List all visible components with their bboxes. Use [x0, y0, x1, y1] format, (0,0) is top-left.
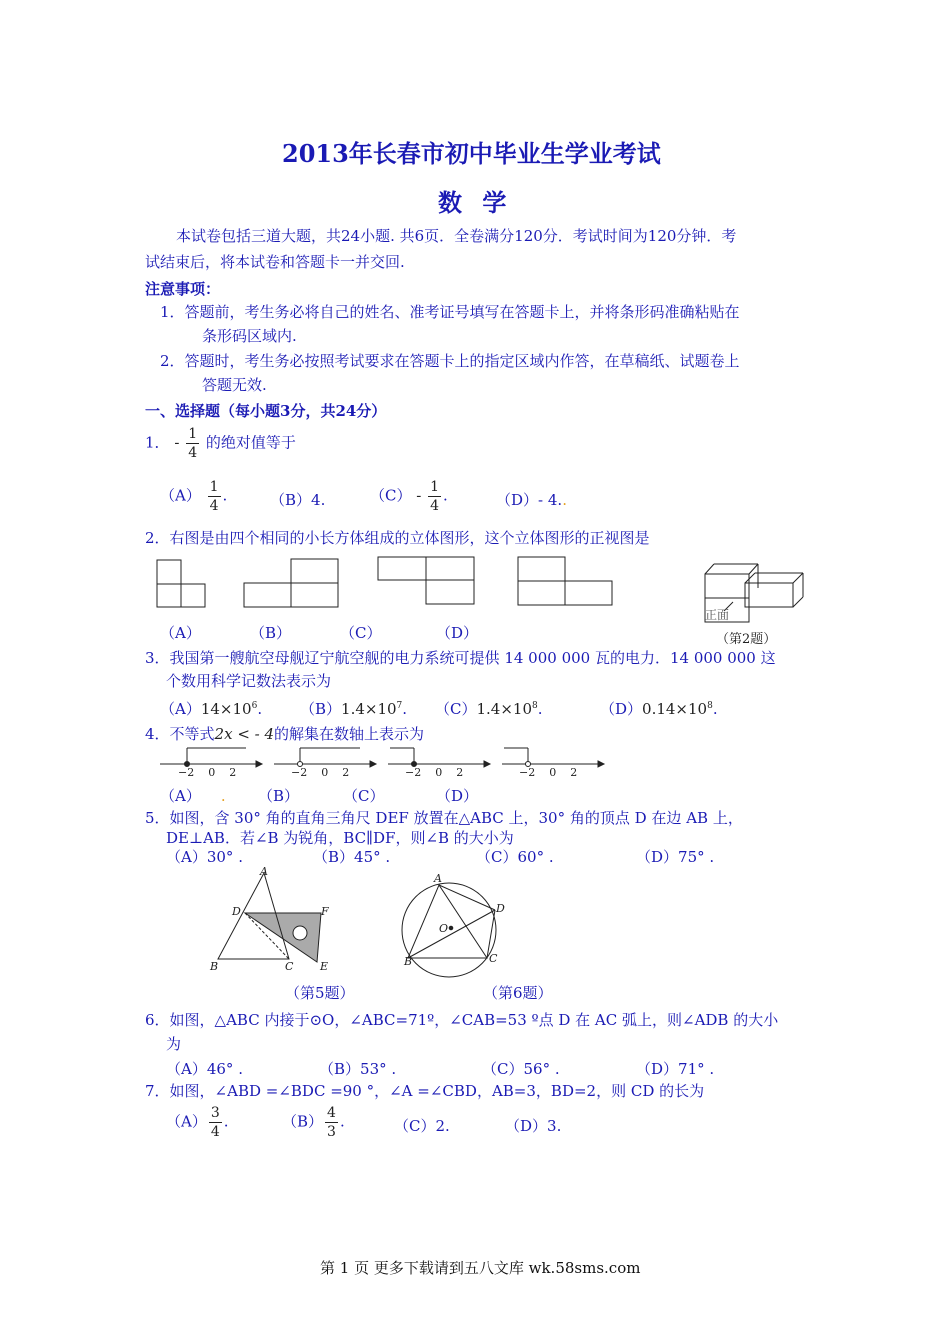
intro-line-2: 试结束后，将本试卷和答题卡一并交回. [145, 253, 405, 271]
page-title: 2013年长春市初中毕业生学业考试 [282, 139, 661, 168]
subject-title: 数 学 [438, 188, 513, 217]
q1-c-fraction [428, 478, 441, 515]
q3-a-label: （A） [160, 700, 201, 718]
q4-c-tick-m2: −2 [405, 766, 422, 779]
q1-a-den: 4 [209, 498, 219, 514]
q2-option-a-figure [157, 560, 205, 607]
q7-a-fraction [209, 1104, 222, 1141]
q4-option-d: （D） [436, 787, 479, 805]
q3-d-end: . [712, 700, 718, 718]
q2-option-b: （B） [250, 624, 292, 642]
question-2: 2．右图是由四个相同的小长方体组成的立体图形，这个立体图形的正视图是 [145, 529, 650, 547]
question-3-cont: 个数用科学记数法表示为 [166, 672, 332, 690]
q4-line-a [160, 748, 262, 767]
q1-c-num: 1 [430, 479, 440, 495]
q4-d-tick-2: 2 [570, 766, 578, 779]
q7-option-b [282, 1104, 345, 1141]
q4-a-tick-2: 2 [229, 766, 237, 779]
q1-c-den: 4 [430, 498, 440, 514]
q5-label-F: F [321, 905, 329, 918]
page-footer: 第 1 页 更多下载请到五八文库 wk.58sms.com [320, 1259, 641, 1277]
q1-option-c [370, 478, 448, 515]
q6-label-C: C [489, 952, 498, 965]
q4-a-dot: . [220, 787, 226, 805]
q3-a-end: . [257, 700, 263, 718]
q1-a-label: （A） [160, 486, 201, 505]
q4-line-c [388, 748, 490, 767]
q1-a-fraction [208, 478, 221, 515]
q7-a-label: （A） [166, 1112, 207, 1131]
q4-b-tick-2: 2 [342, 766, 350, 779]
notice-item-2-cont: 答题无效. [202, 376, 267, 394]
q3-d-exp: 8 [707, 701, 713, 711]
q3-option-a [160, 695, 262, 720]
q4-line-b [274, 748, 376, 767]
q1-frac-den: 4 [188, 445, 198, 461]
question-7: 7．如图，∠ABD =∠BDC =90 °，∠A =∠CBD，AB=3，BD=2，则 CD 的长为 [145, 1082, 705, 1100]
q7-b-den: 3 [327, 1124, 336, 1140]
q6-option-a: （A）46° . [166, 1060, 243, 1078]
q4-tick-labels-c [405, 766, 463, 779]
notice-title: 注意事项： [145, 280, 221, 298]
q5-option-b: （B）45° . [313, 848, 391, 866]
q1-c-minus: - [416, 486, 422, 505]
q5-label-A: A [260, 865, 268, 878]
notice-item-2: 2．答题时，考生务必按照考试要求在答题卡上的指定区域内作答，在草稿纸、试题卷上 [160, 352, 740, 370]
q3-a-val: 14×10 [200, 700, 252, 718]
q4-c-tick-2: 2 [456, 766, 464, 779]
q3-c-val: 1.4×10 [476, 700, 532, 718]
question-6: 6．如图，△ABC 内接于⊙O，∠ABC=71º，∠CAB=53 º点 D 在 AC 弧上，则∠ADB 的大小 [145, 1011, 779, 1029]
q5-label-B: B [210, 960, 219, 973]
q4-text-a: 4．不等式 [145, 725, 215, 743]
q3-c-label: （C） [435, 700, 477, 718]
q4-a-tick-m2: −2 [178, 766, 195, 779]
q7-b-end: . [339, 1112, 345, 1131]
q4-a-tick-0: 0 [208, 766, 216, 779]
q5-caption: （第5题） [285, 984, 355, 1002]
q7-option-c: （C）2. [394, 1117, 450, 1135]
q3-a-exp: 6 [251, 701, 258, 711]
q2-figures [0, 548, 950, 628]
q2-option-a: （A） [160, 624, 201, 642]
q2-option-c: （C） [340, 624, 382, 642]
q1-a-end: . [222, 486, 228, 505]
q6-option-b: （B）53° . [319, 1060, 397, 1078]
question-1 [145, 425, 296, 462]
q1-d-text: （D）- 4. [496, 491, 563, 509]
question-3: 3．我国第一艘航空母舰辽宁航空舰的电力系统可提供 14 000 000 瓦的电力．14 000 000 这 [145, 649, 776, 667]
q5-label-E: E [320, 960, 329, 973]
q7-option-d: （D）3. [505, 1117, 562, 1135]
q3-d-val: 0.14×10 [642, 700, 708, 718]
q4-tick-labels-d [519, 766, 577, 779]
q3-b-exp: 7 [396, 701, 403, 711]
q4-option-b: （B） [258, 787, 300, 805]
q5-option-c: （C）60° . [476, 848, 554, 866]
q3-option-c [435, 695, 543, 720]
question-5: 5．如图，含 30° 角的直角三角尺 DEF 放置在△ABC 上，30° 角的顶点 D 在边 AB 上， [145, 809, 743, 827]
q4-line-d [502, 748, 604, 767]
section-1-title: 一、选择题（每小题3分，共24分） [145, 402, 387, 420]
q6-option-c: （C）56° . [482, 1060, 560, 1078]
q3-c-exp: 8 [532, 701, 538, 711]
q6-label-A: A [434, 872, 442, 885]
q4-b-tick-m2: −2 [291, 766, 308, 779]
question-4 [145, 723, 424, 745]
q4-number-lines [0, 745, 950, 775]
q2-option-d-figure [518, 557, 612, 605]
q1-option-a [160, 478, 227, 515]
q2-option-c-figure [378, 557, 474, 604]
q3-c-end: . [537, 700, 543, 718]
notice-item-1: 1．答题前，考生务必将自己的姓名、准考证号填写在答题卡上，并将条形码准确粘贴在 [160, 303, 740, 321]
q5-label-D: D [232, 905, 241, 918]
q4-d-tick-0: 0 [549, 766, 557, 779]
q7-a-den: 4 [210, 1124, 220, 1140]
notice-item-1-cont: 条形码区域内. [202, 327, 297, 345]
q1-c-label: （C） [370, 486, 412, 505]
q2-option-b-figure [244, 559, 338, 607]
q3-b-label: （B） [300, 700, 342, 718]
q1-a-num: 1 [209, 479, 219, 495]
q7-b-num: 4 [327, 1105, 336, 1121]
q1-fraction [186, 425, 199, 462]
q4-d-tick-m2: −2 [519, 766, 536, 779]
q4-inequality: 2x < - 4 [214, 725, 275, 743]
q1-minus: - [174, 433, 180, 452]
q1-number: 1． [145, 433, 170, 452]
intro-line-1: 本试卷包括三道大题，共24小题. 共6页．全卷满分120分．考试时间为120分钟．考 [176, 227, 737, 245]
q5-label-C: C [285, 960, 294, 973]
q4-tick-labels-a [178, 766, 236, 779]
q5-option-d: （D）75° . [636, 848, 715, 866]
question-6-cont: 为 [166, 1035, 182, 1053]
q1-d-dot: . [562, 491, 567, 509]
q7-b-label: （B） [282, 1112, 324, 1131]
q7-option-a [166, 1104, 229, 1141]
q4-a-label: （A） [160, 787, 201, 805]
q3-d-label: （D） [600, 700, 643, 718]
q1-option-b: （B）4. [270, 491, 326, 509]
q2-option-d: （D） [436, 624, 479, 642]
q1-frac-num: 1 [188, 426, 198, 442]
q6-label-O: O [439, 922, 449, 935]
q6-figure [396, 866, 516, 986]
q4-option-c: （C） [343, 787, 385, 805]
question-5-cont: DE⊥AB．若∠B 为锐角，BC∥DF，则∠B 的大小为 [166, 829, 514, 847]
q2-front-label: 正面 [705, 608, 730, 622]
q6-option-d: （D）71° . [636, 1060, 715, 1078]
q4-tick-labels-b [291, 766, 349, 779]
q3-option-d [600, 695, 718, 720]
q7-a-num: 3 [210, 1105, 220, 1121]
q6-label-B: B [404, 955, 413, 968]
q4-text-b: 的解集在数轴上表示为 [274, 725, 425, 743]
q5-option-a: （A）30° . [166, 848, 243, 866]
q6-label-D: D [496, 902, 505, 915]
q4-option-a [160, 785, 226, 807]
q1-text: 的绝对值等于 [205, 433, 296, 452]
q1-option-d [496, 489, 567, 511]
q1-c-end: . [443, 486, 448, 505]
q4-c-tick-0: 0 [435, 766, 443, 779]
q3-option-b [300, 695, 407, 720]
q3-b-val: 1.4×10 [341, 700, 397, 718]
q2-caption: （第2题） [716, 632, 777, 647]
q7-a-end: . [223, 1112, 229, 1131]
q3-b-end: . [402, 700, 408, 718]
q7-b-fraction [325, 1104, 338, 1141]
q6-caption: （第6题） [483, 984, 553, 1002]
q4-b-tick-0: 0 [321, 766, 329, 779]
